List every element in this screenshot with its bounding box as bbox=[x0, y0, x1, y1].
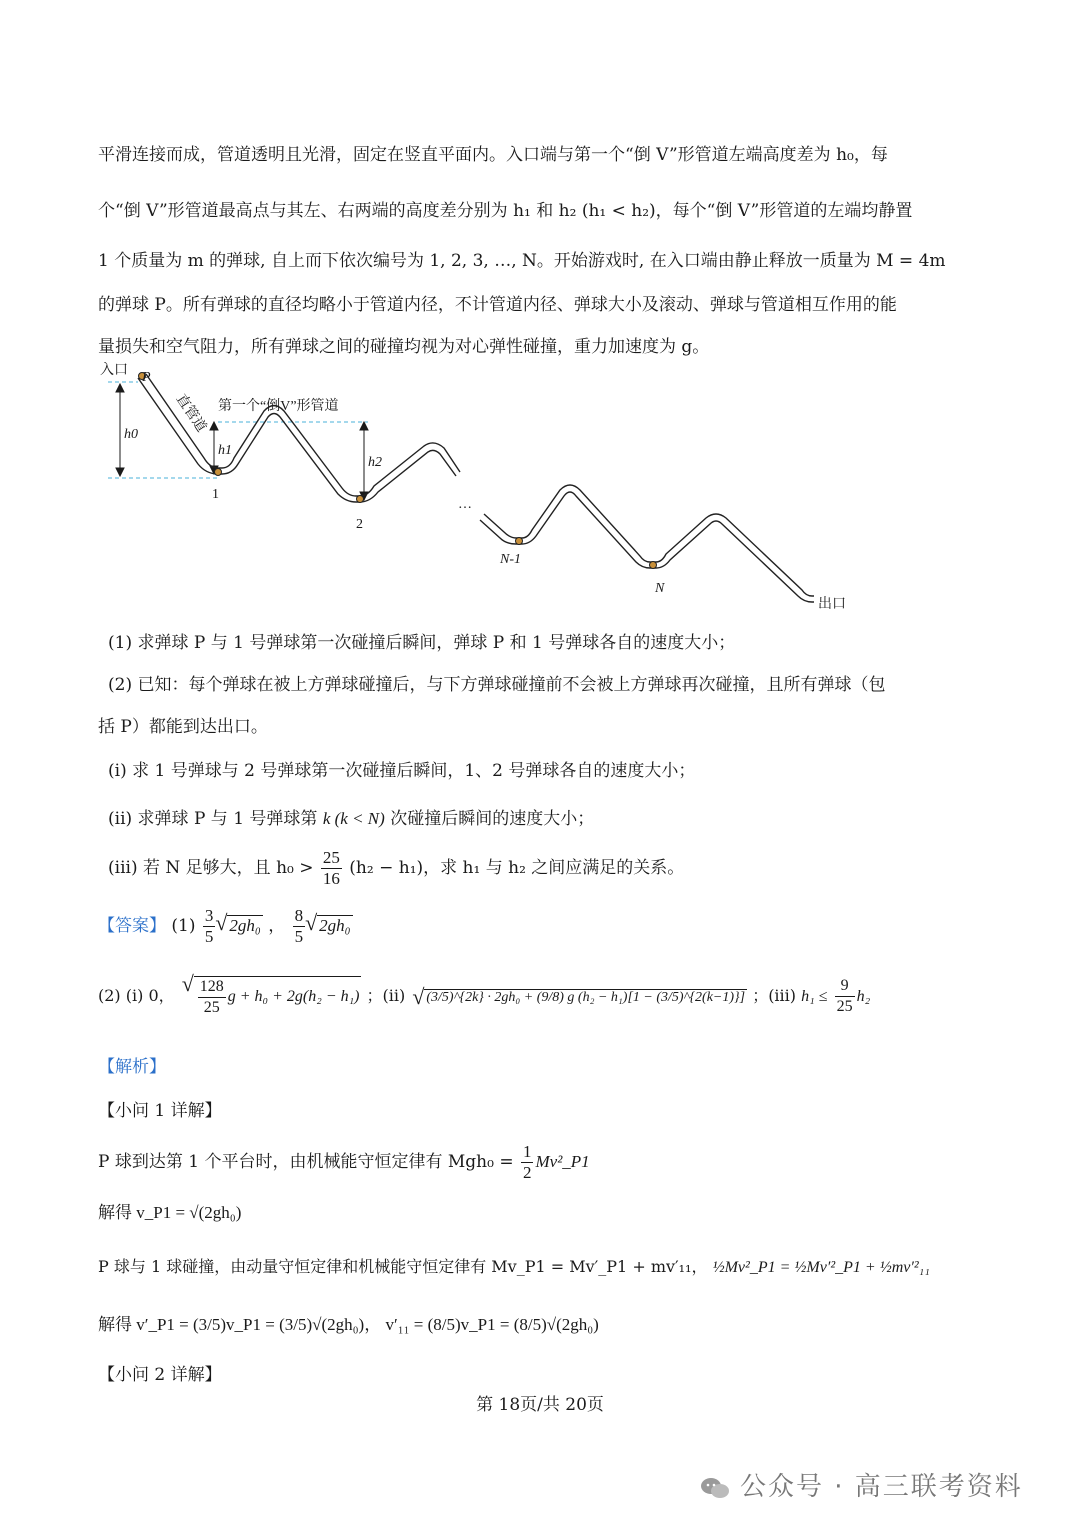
subquestion-1-heading: 【小问 1 详解】 bbox=[98, 1101, 222, 1121]
answer-2-iii-lhs: h₁ ≤ bbox=[801, 988, 828, 1006]
pipe-diagram bbox=[98, 362, 858, 617]
answer-line-1 bbox=[98, 906, 353, 947]
analysis-step-1: P 球到达第 1 个平台时，由机械能守恒定律有 Mgh₀ = $\frac{1}{2}$ Mv²_P1 bbox=[98, 1142, 590, 1182]
exit-label: 出口 bbox=[818, 597, 846, 612]
answer-2-ii-label: ；(ii) bbox=[366, 986, 406, 1006]
ball-n-minus-1 bbox=[516, 538, 523, 545]
analysis-tag: 【解析】 bbox=[98, 1057, 166, 1077]
h2-label: h2 bbox=[368, 455, 382, 470]
answer-1-label: (1) bbox=[171, 916, 196, 936]
subquestion-2-heading: 【小问 2 详解】 bbox=[98, 1365, 222, 1385]
h1-label: h1 bbox=[218, 443, 232, 458]
answer-1-frac-2: $\frac{8}{5}$ bbox=[294, 906, 304, 946]
problem-line-1: 平滑连接而成，管道透明且光滑，固定在竖直平面内。入口端与第一个“倒 V”形管道左端高度差为 h₀，每 bbox=[98, 145, 888, 165]
problem-line-4: 的弹球 P。所有弹球的直径均略小于管道内径，不计管道内径、弹球大小及滚动、弹球与管道相互作用的能 bbox=[98, 295, 897, 315]
question-2-ii-pre: (ii) 求弹球 P 与 1 号弹球第 bbox=[108, 809, 318, 829]
ball-2-label: 2 bbox=[356, 517, 363, 532]
analysis-step-3: P 球与 1 球碰撞，由动量守恒定律和机械能守恒定律有 Mv_P1 = Mv′_P1 + mv′₁₁， ½Mv²_P1 = ½Mv′²_P1 + ½mv′²₁₁ bbox=[98, 1257, 930, 1276]
h0-label: h0 bbox=[124, 427, 138, 442]
analysis-step-4: 解得 v′_P1 = (3/5)v_P1 = (3/5)√(2gh₀)， v′₁₁ = (8/5)v_P1 = (8/5)√(2gh₀) bbox=[98, 1315, 599, 1334]
ball-n-minus-1-label: N-1 bbox=[500, 552, 521, 567]
problem-line-5: 量损失和空气阻力，所有弹球之间的碰撞均视为对心弹性碰撞，重力加速度为 g。 bbox=[98, 337, 710, 357]
answer-1-sqrt-1: √ 2gh₀ bbox=[227, 915, 262, 936]
problem-line-3: 1 个质量为 m 的弹球, 自上而下依次编号为 1, 2, 3, …, N。开始游戏时, 在入口端由静止释放一质量为 M = 4m bbox=[98, 251, 946, 271]
question-2-iii-post: (h₂ − h₁)，求 h₁ 与 h₂ 之间应满足的关系。 bbox=[349, 858, 685, 878]
question-2-line-2: 括 P）都能到达出口。 bbox=[98, 717, 268, 737]
ball-n bbox=[650, 562, 657, 569]
watermark-text: 公众号 · 高三联考资料 bbox=[740, 1472, 1023, 1502]
question-2-i: (i) 求 1 号弹球与 2 号弹球第一次碰撞后瞬间，1、2 号弹球各自的速度大小； bbox=[108, 761, 696, 781]
problem-line-2: 个“倒 V”形管道最高点与其左、右两端的高度差分别为 h₁ 和 h₂ (h₁ < h₂)，每个“倒 V”形管道的左端均静置 bbox=[98, 201, 913, 221]
answer-2-i-label: (2) (i) 0， bbox=[98, 986, 175, 1006]
watermark bbox=[700, 1466, 1023, 1503]
question-1: (1) 求弹球 P 与 1 号弹球第一次碰撞后瞬间，弹球 P 和 1 号弹球各自的速度大小； bbox=[108, 633, 736, 653]
p-label: P bbox=[142, 370, 151, 385]
answer-tag: 【答案】 bbox=[98, 916, 166, 936]
question-2-line-1: (2) 已知：每个弹球在被上方弹球碰撞后，与下方弹球碰撞前不会被上方弹球再次碰撞，且所有弹球（包 bbox=[108, 675, 886, 695]
answer-2-iii-rhs: h₂ bbox=[856, 988, 871, 1006]
answer-2-iii-label: ；(iii) bbox=[752, 986, 797, 1006]
question-2-iii bbox=[108, 848, 684, 889]
question-2-iii-fraction: $\frac{25}{16}$ bbox=[322, 848, 340, 888]
question-2-ii bbox=[108, 804, 594, 829]
entrance-label: 入口 bbox=[100, 363, 128, 378]
ball-1 bbox=[215, 469, 222, 476]
answer-1-separator: ， bbox=[268, 916, 286, 936]
wechat-icon bbox=[700, 1476, 730, 1500]
ball-1-label: 1 bbox=[212, 487, 219, 502]
ellipsis-label: … bbox=[458, 497, 472, 512]
answer-2-iii-frac: $\frac{9}{25}$ bbox=[836, 977, 853, 1016]
answer-1-sqrt-2: √ 2gh₀ bbox=[317, 915, 352, 936]
answer-line-2 bbox=[98, 976, 870, 1018]
first-v-label: 第一个“倒V”形管道 bbox=[218, 399, 339, 414]
question-2-iii-pre: (iii) 若 N 足够大，且 h₀ > bbox=[108, 858, 314, 878]
ball-2 bbox=[357, 496, 364, 503]
answer-2-ii-expr: √ (3/5)^{2k} · 2gh₀ + (9/8) g (h₂ − h₁)[1 − (3/5)^{2(k−1)}] bbox=[424, 989, 747, 1006]
answer-1-frac-1: $\frac{3}{5}$ bbox=[204, 906, 214, 946]
analysis-step-2: 解得 v_P1 = √(2gh₀) bbox=[98, 1203, 242, 1222]
straight-pipe-label: 直管道 bbox=[172, 391, 209, 436]
answer-2-i-sqrt: √ $\frac{128}{25}$ g + h₀ + 2g(h₂ − h₁) bbox=[194, 976, 362, 1018]
question-2-ii-k: k (k < N) bbox=[322, 809, 385, 828]
answer-2-i-frac: √ $\frac{128}{25}$ bbox=[199, 978, 224, 1016]
balls bbox=[139, 373, 657, 569]
ball-n-label: N bbox=[655, 581, 665, 596]
question-2-ii-post: 次碰撞后瞬间的速度大小； bbox=[390, 809, 595, 829]
page-footer: 第 18页/共 20页 bbox=[476, 1395, 604, 1415]
analysis-step-1-frac: $\frac{1}{2}$ bbox=[522, 1142, 532, 1182]
